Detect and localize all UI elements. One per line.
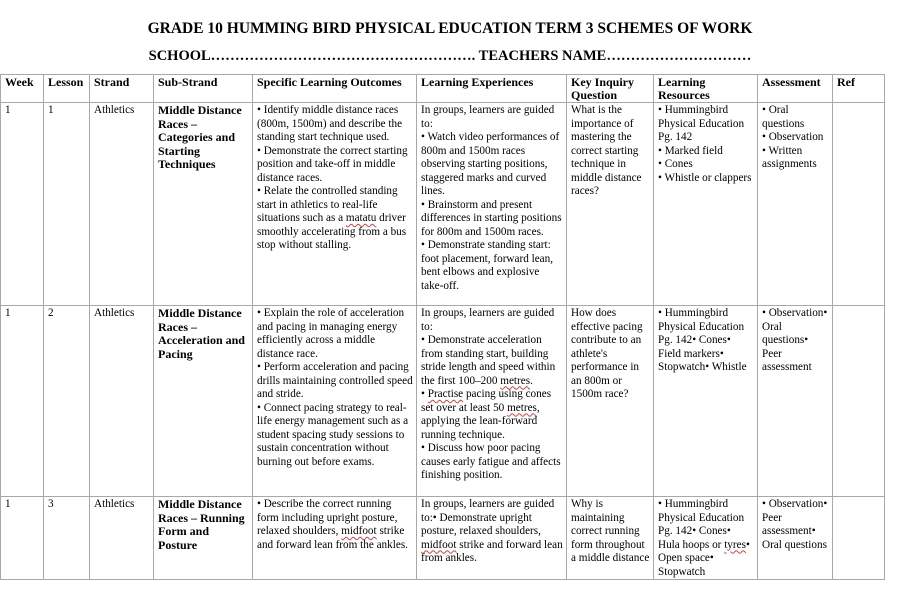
cell-resources (654, 103, 758, 306)
schemes-of-work-table (0, 74, 885, 580)
resource-item: • Hummingbird Physical Education Pg. 142• Cones• Field markers• Stopwatch• Whistle (658, 307, 747, 373)
experience-item: • Watch video performances of 800m and 1500m races observing starting positions, staggered marks and curved lines. (421, 131, 560, 197)
outcome-item: • Connect pacing strategy to real-life energy management such as a student spacing study sessions to sustain concentration without burning out before exams. (257, 401, 409, 468)
table-header-row (1, 75, 885, 103)
document-title: GRADE 10 HUMMING BIRD PHYSICAL EDUCATION TERM 3 SCHEMES OF WORK (147, 20, 753, 37)
experience-item: • Practise pacing using cones set over at least 50 metres, applying the lean-forward running technique. (421, 388, 552, 441)
resource-item: • Hummingbird Physical Education Pg. 142 (658, 104, 745, 143)
resource-item: • Whistle or clappers (658, 171, 752, 184)
experience-item: • Brainstorm and present differences in starting positions for 800m and 1500m races. (421, 198, 562, 238)
cell-experiences (417, 497, 567, 580)
header-lesson: Lesson (44, 75, 90, 103)
experience-item: In groups, learners are guided to: (421, 307, 555, 333)
header-week: Week (1, 75, 44, 103)
experience-item: In groups, learners are guided to:• Demonstrate upright posture, relaxed shoulders, midfoot strike and forward lean from ankles. (421, 498, 563, 564)
experience-item: • Demonstrate acceleration from standing start, building stride length and speed within the first 100–200 metres. (421, 334, 556, 387)
header-strand: Strand (90, 75, 154, 103)
cell-ref (833, 306, 885, 497)
experience-item: • Discuss how poor pacing causes early fatigue and affects finishing position. (421, 442, 561, 481)
table-row (1, 497, 885, 580)
cell-lesson: 2 (44, 306, 90, 497)
header-resources: Learning Resources (654, 75, 758, 103)
cell-inquiry: Why is maintaining correct running form throughout a middle distance (567, 497, 654, 580)
experience-item: In groups, learners are guided to: (421, 104, 555, 130)
cell-sub-strand: Middle Distance Races – Running Form and Posture (154, 497, 253, 580)
cell-sub-strand: Middle Distance Races – Categories and Starting Techniques (154, 103, 253, 306)
outcome-item: • Identify middle distance races (800m, 1500m) and describe the standing start technique used. (257, 104, 403, 143)
assessment-item: • Observation (762, 131, 824, 143)
cell-inquiry: How does effective pacing contribute to an athlete's performance in an 800m or 1500m race? (567, 306, 654, 497)
cell-outcomes (253, 497, 417, 580)
header-inquiry: Key Inquiry Question (567, 75, 654, 103)
cell-inquiry: What is the importance of mastering the correct starting technique in middle distance races? (567, 103, 654, 306)
cell-outcomes (253, 306, 417, 497)
outcome-item: • Explain the role of acceleration and pacing in managing energy efficiently across a middle distance race. (257, 307, 405, 360)
cell-assessment (758, 306, 833, 497)
header-assessment: Assessment (758, 75, 833, 103)
cell-lesson: 1 (44, 103, 90, 306)
header-experiences: Learning Experiences (417, 75, 567, 103)
outcome-item: • Perform acceleration and pacing drills maintaining controlled speed and stride. (257, 361, 413, 400)
cell-resources (654, 306, 758, 497)
assessment-item: • Observation• Oral questions• Peer assessment (762, 307, 828, 373)
outcome-item: • Demonstrate the correct starting position and take-off in middle distance races. (257, 144, 408, 184)
header-ref: Ref (833, 75, 885, 103)
cell-resources (654, 497, 758, 580)
cell-assessment (758, 497, 833, 580)
school-teacher-line: SCHOOL………………………………………………. TEACHERS NAME………………………… (148, 48, 752, 64)
table-row (1, 103, 885, 306)
cell-ref (833, 497, 885, 580)
header-outcomes: Specific Learning Outcomes (253, 75, 417, 103)
cell-experiences (417, 103, 567, 306)
cell-experiences (417, 306, 567, 497)
cell-week: 1 (1, 103, 44, 306)
assessment-item: • Written assignments (762, 144, 817, 170)
cell-strand: Athletics (90, 497, 154, 580)
cell-assessment (758, 103, 833, 306)
assessment-item: • Observation• Peer assessment• Oral questions (762, 498, 828, 551)
cell-strand: Athletics (90, 103, 154, 306)
resource-item: • Cones (658, 158, 693, 170)
resource-item: • Marked field (658, 144, 723, 157)
cell-week: 1 (1, 497, 44, 580)
cell-outcomes (253, 103, 417, 306)
cell-ref (833, 103, 885, 306)
table-row (1, 306, 885, 497)
outcome-item: • Describe the correct running form including upright posture, relaxed shoulders, midfoot strike and forward lean from the ankles. (257, 498, 408, 551)
cell-strand: Athletics (90, 306, 154, 497)
cell-week: 1 (1, 306, 44, 497)
header-sub-strand: Sub-Strand (154, 75, 253, 103)
cell-lesson: 3 (44, 497, 90, 580)
outcome-item: • Relate the controlled standing start in athletics to real-life situations such as a matatu driver smoothly accelerating from a bus stop without stalling. (257, 185, 407, 251)
assessment-item: • Oral questions (762, 104, 805, 130)
resource-item: • Hummingbird Physical Education Pg. 142• Cones• Hula hoops or tyres• Open space• Stopwatch (658, 498, 750, 578)
experience-item: • Demonstrate standing start: foot placement, forward lean, bent elbows and explosive take-off. (421, 239, 554, 292)
cell-sub-strand: Middle Distance Races – Acceleration and Pacing (154, 306, 253, 497)
